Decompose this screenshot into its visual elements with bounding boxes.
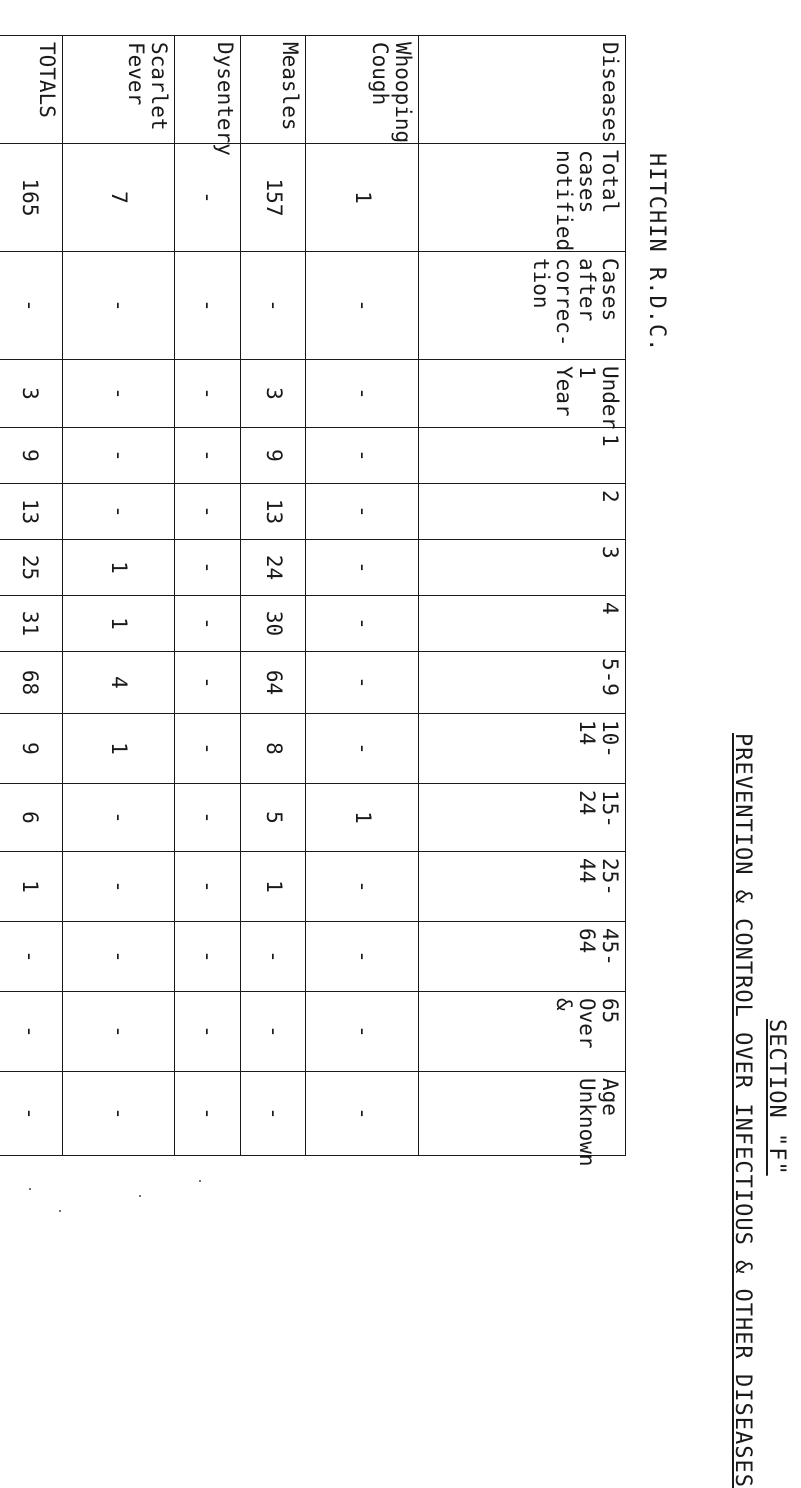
scan-speck [29, 1188, 31, 1190]
table-cell: - [306, 540, 419, 596]
table-cell: - [175, 596, 241, 652]
column-header: 4 [419, 596, 626, 652]
table-cell: 7 [62, 144, 175, 252]
scan-speck [59, 1210, 61, 1212]
disease-name: Whooping Cough [306, 36, 419, 144]
table-cell: - [62, 992, 175, 1072]
table-cell: - [62, 1072, 175, 1156]
table-cell: - [175, 252, 241, 360]
table-cell: 1 [306, 144, 419, 252]
column-header: 45-64 [419, 922, 626, 992]
table-cell: 6 [0, 784, 62, 852]
table-cell: 5 [240, 784, 306, 852]
table-cell: - [175, 428, 241, 484]
table-cell: - [306, 852, 419, 922]
table-cell: 9 [0, 428, 62, 484]
table-cell: - [306, 428, 419, 484]
table-cell: - [306, 992, 419, 1072]
column-header: Cases after correc- tion [419, 252, 626, 360]
table-cell: 1 [62, 596, 175, 652]
table-cell: 1 [62, 714, 175, 784]
column-header: 2 [419, 484, 626, 540]
table-cell: - [175, 714, 241, 784]
table-cell: - [62, 428, 175, 484]
column-header: 15-24 [419, 784, 626, 852]
table-cell: 1 [240, 852, 306, 922]
table-row [0, 36, 62, 1156]
column-header: 65 Over & [419, 992, 626, 1072]
table-cell: 64 [240, 652, 306, 714]
table-cell: 30 [240, 596, 306, 652]
table-row [175, 36, 241, 1156]
table-cell: - [62, 784, 175, 852]
table-cell: - [175, 992, 241, 1072]
column-header: 1 [419, 428, 626, 484]
scan-speck [199, 1180, 201, 1182]
table-cell: - [306, 714, 419, 784]
table-cell: 3 [0, 360, 62, 428]
table-cell: - [62, 852, 175, 922]
column-header: Under 1 Year [419, 360, 626, 428]
column-header: 5-9 [419, 652, 626, 714]
table-cell: - [62, 360, 175, 428]
table-cell: - [240, 252, 306, 360]
table-cell: - [62, 252, 175, 360]
column-header: Total cases notified [419, 144, 626, 252]
district-name: HITCHIN R.D.C. [644, 153, 669, 353]
table-cell: 165 [0, 144, 62, 252]
table-cell: 157 [240, 144, 306, 252]
table-cell: - [306, 484, 419, 540]
table-row [62, 36, 175, 1156]
column-header: 10-14 [419, 714, 626, 784]
table-cell: - [306, 360, 419, 428]
table-cell: - [175, 484, 241, 540]
disease-name: Measles [240, 36, 306, 144]
table-cell: - [175, 852, 241, 922]
table-cell: - [62, 922, 175, 992]
disease-table [0, 35, 626, 1167]
table-cell: - [62, 484, 175, 540]
table-cell: 13 [240, 484, 306, 540]
table-cell: - [0, 252, 62, 360]
page-title: PREVENTION & CONTROL OVER INFECTIOUS & OTHER DISEASES [730, 733, 755, 1488]
table-cell: - [175, 360, 241, 428]
column-header: Age Unknown [419, 1072, 626, 1156]
table-cell: 13 [0, 484, 62, 540]
table-cell: 31 [0, 596, 62, 652]
column-header: 3 [419, 540, 626, 596]
table-cell: - [306, 652, 419, 714]
table-cell: 1 [62, 540, 175, 596]
table-cell: - [306, 1072, 419, 1156]
table-cell: - [240, 1072, 306, 1156]
table-cell: 68 [0, 652, 62, 714]
table-cell: - [0, 922, 62, 992]
table-cell: 1 [0, 852, 62, 922]
table-cell: - [0, 1072, 62, 1156]
table-cell: - [175, 922, 241, 992]
table-cell: - [0, 992, 62, 1072]
column-header: Diseases [419, 36, 626, 144]
table-cell: - [306, 596, 419, 652]
table-row [306, 36, 419, 1156]
table-cell: - [240, 992, 306, 1072]
table-cell: - [175, 784, 241, 852]
table-cell: - [240, 922, 306, 992]
table-cell: 9 [240, 428, 306, 484]
table-cell: 25 [0, 540, 62, 596]
table-cell: - [175, 1072, 241, 1156]
table-cell: - [175, 144, 241, 252]
table-row [240, 36, 306, 1156]
table-cell: 24 [240, 540, 306, 596]
table-cell: 1 [306, 784, 419, 852]
scan-speck [139, 1195, 141, 1197]
table-cell: - [306, 252, 419, 360]
column-header: 25-44 [419, 852, 626, 922]
table-cell: - [306, 922, 419, 992]
disease-name: Scarlet Fever [62, 36, 175, 144]
table-header-row [419, 36, 626, 1156]
table-cell: 4 [62, 652, 175, 714]
table-cell: - [175, 540, 241, 596]
section-label: SECTION "F" [764, 1019, 789, 1176]
table-cell: 3 [240, 360, 306, 428]
table-cell: - [175, 652, 241, 714]
disease-name: Dysentery [175, 36, 241, 144]
table-cell: 8 [240, 714, 306, 784]
table-cell: 9 [0, 714, 62, 784]
disease-name: TOTALS [0, 36, 62, 144]
